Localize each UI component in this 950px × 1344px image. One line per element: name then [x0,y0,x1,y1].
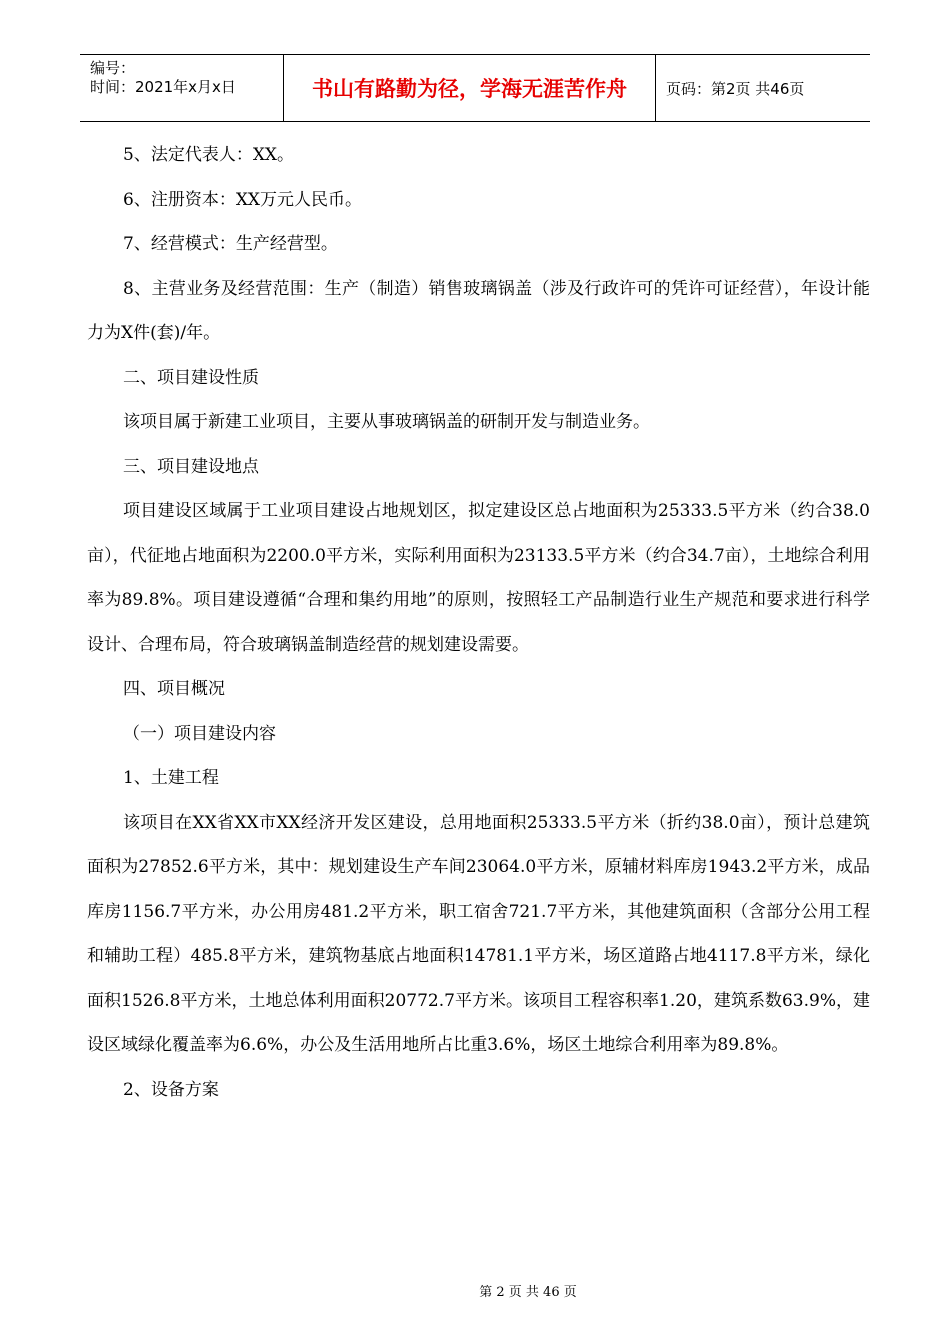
section-heading-overview: 四、项目概况 [123,679,225,699]
section-heading-location: 三、项目建设地点 [123,456,259,477]
header-page-cell [656,55,870,121]
page-number-footer: 第 2 页 共 46 页 [479,1285,577,1300]
document-body [87,133,870,1112]
paragraph-civil-works: 该项目在XX省XX市XX经济开发区建设，总用地面积25333.5平方米（折约38.0亩），预计总建筑面积为27852.6平方米，其中：规划建设生产车间23064.0平方米，原辅材料库房1943.2平方米，成品库房1156.7平方米，办公用房481.2平方米，职工宿舍721.7平方米，其他建筑面积（含部分公用工程和辅助工程）485.8平方米，建筑物基底占地面积14781.1平方米，场区道路占地4117.8平方米，绿化面积1526.8平方米，土地总体利用面积20772.7平方米。该项目工程容积率1.20，建筑系数63.9%，建设区域绿化覆盖率为6.6%，办公及生活用地所占比重3.6%，场区土地综合利用率为89.8%。 [87,812,870,1055]
serial-label: 编号： [90,59,136,77]
time-label: 时间：2021年x月x日 [90,78,236,96]
item-heading-equipment: 2、设备方案 [123,1079,219,1100]
subsection-heading-content: （一）项目建设内容 [123,723,276,744]
section-heading-nature: 二、项目建设性质 [123,367,259,388]
item-heading-civil-works: 1、土建工程 [123,768,219,788]
header-meta-cell [80,55,284,121]
page-code: 页码：第2页 共46页 [666,79,805,98]
paragraph-legal-rep: 5、法定代表人：XX。 [123,145,295,165]
paragraph-business-mode: 7、经营模式：生产经营型。 [123,234,338,254]
paragraph-registered-capital: 6、注册资本：XX万元人民币。 [123,189,363,210]
header-motto-cell [284,55,656,121]
paragraph-location: 项目建设区域属于工业项目建设占地规划区，拟定建设区总占地面积为25333.5平方米（约合38.0亩），代征地占地面积为2200.0平方米，实际利用面积为23133.5平方米（约合34.7亩），土地综合利用率为89.8%。项目建设遵循“合理和集约用地”的原则，按照轻工产品制造行业生产规范和要求进行科学设计、合理布局，符合玻璃锅盖制造经营的规划建设需要。 [87,501,870,655]
motto: 书山有路勤为径，学海无涯苦作舟 [312,77,627,101]
paragraph-nature: 该项目属于新建工业项目，主要从事玻璃锅盖的研制开发与制造业务。 [123,412,650,432]
paragraph-business-scope: 8、主营业务及经营范围：生产（制造）销售玻璃锅盖（涉及行政许可的凭许可证经营），年设计能力为X件(套)/年。 [87,278,870,343]
document-header [80,54,870,122]
